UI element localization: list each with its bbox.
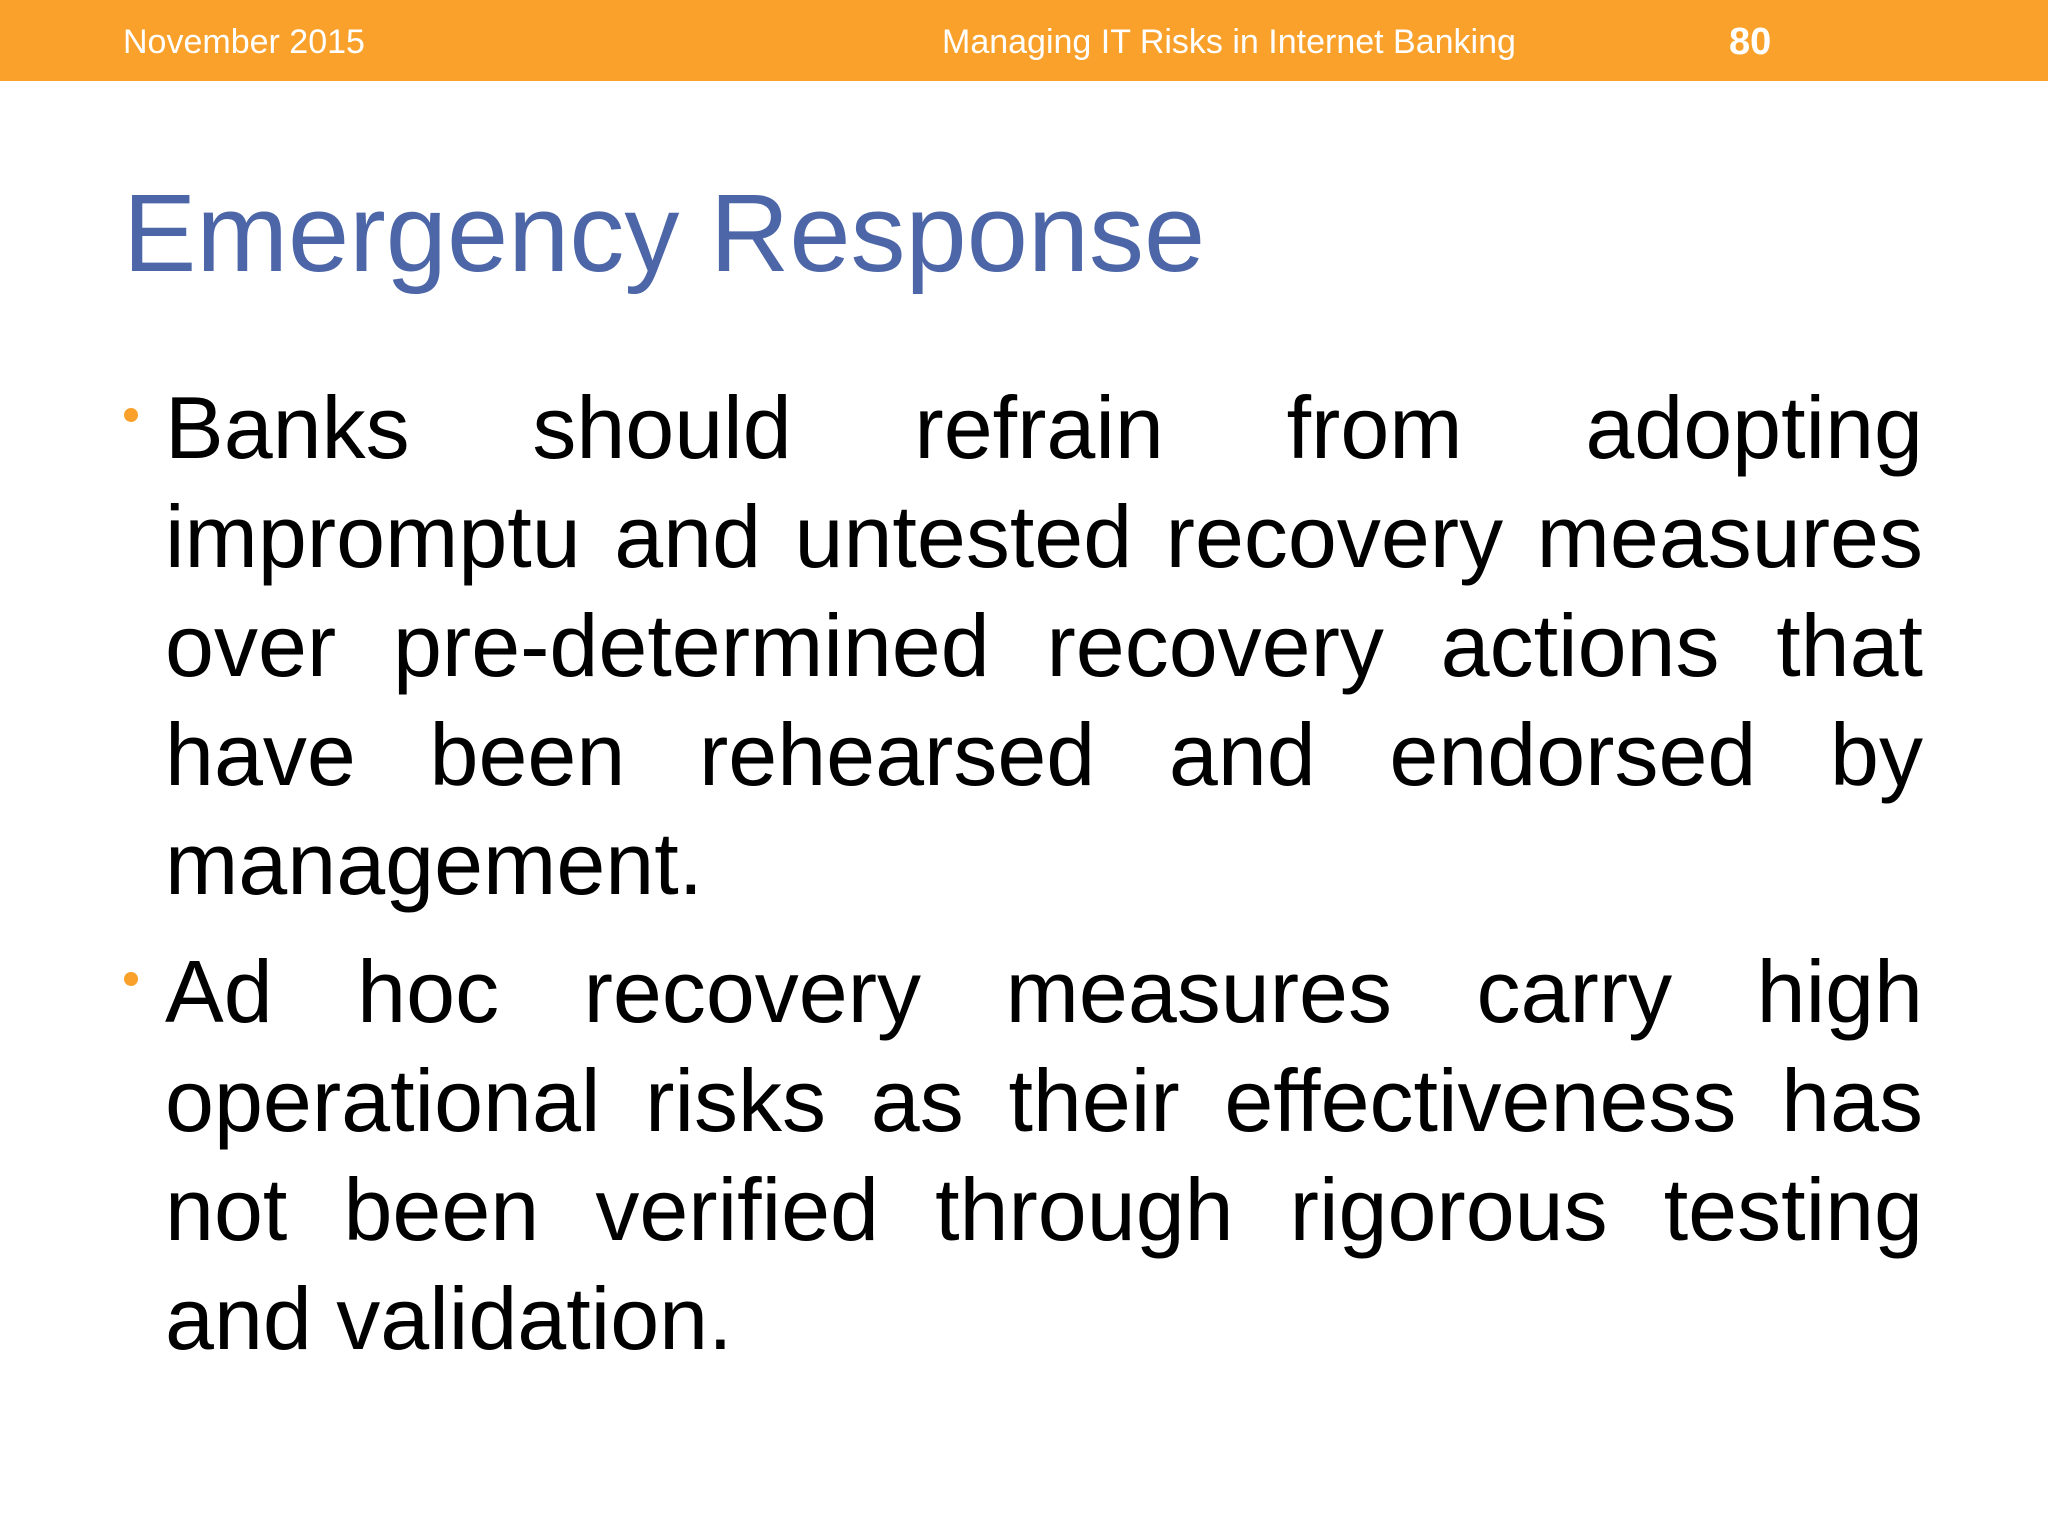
header-date: November 2015 <box>123 23 365 61</box>
bullet-dot-icon <box>124 408 138 422</box>
bullet-item <box>118 373 1923 918</box>
bullet-item <box>118 937 1923 1373</box>
header-title: Managing IT Risks in Internet Banking <box>942 23 1516 61</box>
bullet-text: Ad hoc recovery measures carry high operational risks as their effectiveness has not been verified through rigorous testing and validation. <box>165 942 1923 1368</box>
bullet-list <box>118 373 1923 1392</box>
bullet-text: Banks should refrain from adopting impromptu and untested recovery measures over pre-determined recovery actions that have been rehearsed and endorsed by management. <box>165 378 1923 913</box>
page-number: 80 <box>1729 21 1772 63</box>
bullet-dot-icon <box>124 972 138 986</box>
header-bar <box>0 0 2048 81</box>
slide-title: Emergency Response <box>123 172 1206 295</box>
